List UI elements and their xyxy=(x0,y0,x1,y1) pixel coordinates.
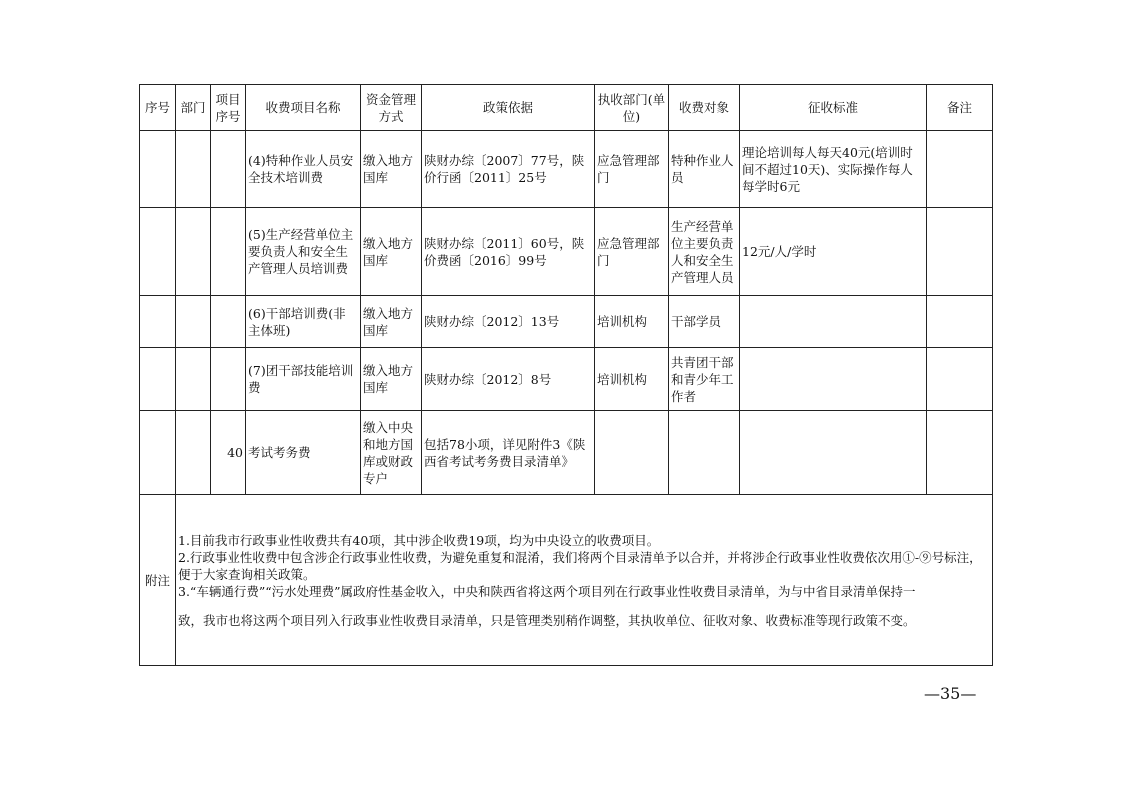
notes-label: 附注 xyxy=(140,495,176,666)
cell-name: (6)干部培训费(非主体班) xyxy=(246,296,361,348)
cell-remark xyxy=(927,411,993,495)
cell-name: (4)特种作业人员安全技术培训费 xyxy=(246,131,361,208)
cell-dept xyxy=(176,208,211,296)
cell-remark xyxy=(927,296,993,348)
header-dept-unit: 执收部门(单位) xyxy=(595,85,669,131)
cell-dept-unit: 培训机构 xyxy=(595,296,669,348)
page-number: —35— xyxy=(924,684,977,703)
cell-dept xyxy=(176,411,211,495)
cell-fund-mgmt: 缴入地方国库 xyxy=(361,131,422,208)
header-remark: 备注 xyxy=(927,85,993,131)
header-seq: 序号 xyxy=(140,85,176,131)
cell-policy: 陕财办综〔2007〕77号，陕价行函〔2011〕25号 xyxy=(422,131,595,208)
notes-row xyxy=(140,495,993,666)
notes-content xyxy=(176,495,993,666)
note-item-1: 1.目前我市行政事业性收费共有40项，其中涉企收费19项，均为中央设立的收费项目。 xyxy=(178,532,660,548)
cell-item-seq xyxy=(211,348,246,411)
cell-target: 干部学员 xyxy=(669,296,740,348)
note-item-3: 3.“车辆通行费”“污水处理费”属政府性基金收入，中央和陕西省将这两个项目列在行政事业性收费目录清单，为与中省目录清单保持一 xyxy=(178,583,916,599)
cell-standard xyxy=(740,411,927,495)
cell-dept-unit xyxy=(595,411,669,495)
cell-remark xyxy=(927,208,993,296)
cell-dept xyxy=(176,131,211,208)
cell-fund-mgmt: 缴入地方国库 xyxy=(361,208,422,296)
cell-item-seq xyxy=(211,131,246,208)
cell-standard xyxy=(740,296,927,348)
cell-target: 特种作业人员 xyxy=(669,131,740,208)
header-name: 收费项目名称 xyxy=(246,85,361,131)
cell-seq xyxy=(140,208,176,296)
table-row xyxy=(140,208,993,296)
cell-policy: 陕财办综〔2012〕8号 xyxy=(422,348,595,411)
cell-remark xyxy=(927,348,993,411)
table-header-row xyxy=(140,85,993,131)
note-item-3-continued: 致，我市也将这两个项目列入行政事业性收费目录清单，只是管理类别稍作调整，其执收单位、征收对象、收费标准等现行政策不变。 xyxy=(178,612,916,628)
header-item-seq: 项目序号 xyxy=(211,85,246,131)
cell-seq xyxy=(140,411,176,495)
header-target: 收费对象 xyxy=(669,85,740,131)
table-row xyxy=(140,411,993,495)
cell-target xyxy=(669,411,740,495)
fee-catalog-table xyxy=(139,84,993,666)
cell-standard xyxy=(740,348,927,411)
cell-fund-mgmt: 缴入中央和地方国库或财政专户 xyxy=(361,411,422,495)
cell-target: 生产经营单位主要负责人和安全生产管理人员 xyxy=(669,208,740,296)
cell-seq xyxy=(140,348,176,411)
header-standard: 征收标准 xyxy=(740,85,927,131)
cell-dept xyxy=(176,348,211,411)
cell-dept-unit: 培训机构 xyxy=(595,348,669,411)
cell-remark xyxy=(927,131,993,208)
header-dept: 部门 xyxy=(176,85,211,131)
header-policy: 政策依据 xyxy=(422,85,595,131)
table-row xyxy=(140,131,993,208)
cell-policy: 陕财办综〔2011〕60号，陕价费函〔2016〕99号 xyxy=(422,208,595,296)
cell-target: 共青团干部和青少年工作者 xyxy=(669,348,740,411)
cell-name: (5)生产经营单位主要负责人和安全生产管理人员培训费 xyxy=(246,208,361,296)
table-row xyxy=(140,296,993,348)
cell-name: (7)团干部技能培训费 xyxy=(246,348,361,411)
cell-dept xyxy=(176,296,211,348)
cell-policy: 陕财办综〔2012〕13号 xyxy=(422,296,595,348)
cell-seq xyxy=(140,131,176,208)
cell-item-seq xyxy=(211,208,246,296)
header-fund-mgmt: 资金管理方式 xyxy=(361,85,422,131)
cell-standard: 理论培训每人每天40元(培训时间不超过10天)、实际操作每人每学时6元 xyxy=(740,131,927,208)
table-row xyxy=(140,348,993,411)
cell-standard: 12元/人/学时 xyxy=(740,208,927,296)
cell-item-seq: 40 xyxy=(211,411,246,495)
cell-dept-unit: 应急管理部门 xyxy=(595,131,669,208)
cell-name: 考试考务费 xyxy=(246,411,361,495)
cell-dept-unit: 应急管理部门 xyxy=(595,208,669,296)
cell-fund-mgmt: 缴入地方国库 xyxy=(361,296,422,348)
cell-fund-mgmt: 缴入地方国库 xyxy=(361,348,422,411)
note-item-2: 2.行政事业性收费中包含涉企行政事业性收费，为避免重复和混淆，我们将两个目录清单予以合并，并将涉企行政事业性收费依次用①-⑨号标注，便于大家查询相关政策。 xyxy=(178,549,982,582)
cell-item-seq xyxy=(211,296,246,348)
cell-policy: 包括78小项，详见附件3《陕西省考试考务费目录清单》 xyxy=(422,411,595,495)
cell-seq xyxy=(140,296,176,348)
